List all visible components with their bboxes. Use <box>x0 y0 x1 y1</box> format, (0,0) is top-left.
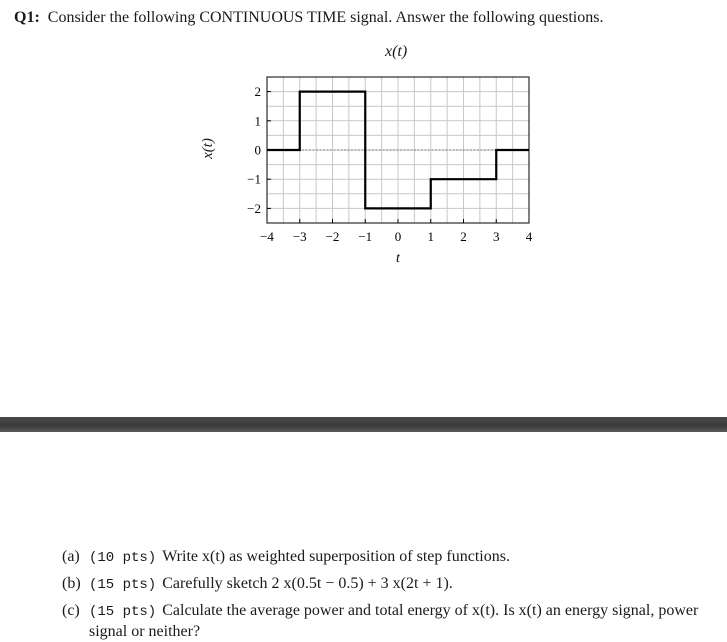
x-tick-label: 4 <box>525 229 533 244</box>
question-text: Consider the following CONTINUOUS TIME signal. Answer the following questions. <box>47 9 604 26</box>
chart-title: x(t) <box>385 43 408 60</box>
part-b-label: (b) <box>62 575 81 592</box>
part-a-label: (a) <box>62 548 80 565</box>
y-tick-label: −2 <box>247 200 261 216</box>
chart-x-axis-label: t <box>396 251 400 266</box>
part-c-label: (c) <box>62 602 80 619</box>
x-tick-label: −3 <box>292 229 307 244</box>
signal-chart <box>230 60 550 270</box>
y-tick-label: 1 <box>254 113 261 129</box>
chart-ticks <box>247 84 533 244</box>
question-parts <box>62 544 712 642</box>
part-c-text: Calculate the average power and total energy of x(t). Is x(t) an energy signal, power signal or neither? <box>89 602 699 640</box>
x-tick-label: 3 <box>493 229 500 244</box>
x-tick-label: −2 <box>325 229 340 244</box>
y-tick-label: −1 <box>247 171 261 187</box>
part-a-points: (10 pts) <box>89 550 157 566</box>
part-a <box>62 544 712 571</box>
part-a-text: Write x(t) as weighted superposition of step functions. <box>162 548 510 565</box>
y-tick-label: 0 <box>254 142 261 158</box>
x-tick-label: 1 <box>427 229 434 244</box>
part-b-text: Carefully sketch 2 x(0.5t − 0.5) + 3 x(2t + 1). <box>162 575 453 592</box>
question-heading <box>14 9 603 27</box>
part-b-points: (15 pts) <box>89 577 157 593</box>
page-separator-bar <box>0 417 727 432</box>
x-tick-label: 2 <box>460 229 467 244</box>
part-c-points: (15 pts) <box>89 604 157 620</box>
y-tick-label: 2 <box>254 84 261 100</box>
question-label: Q1: <box>14 9 40 26</box>
x-tick-label: −1 <box>358 229 373 244</box>
part-c <box>62 601 712 642</box>
part-b <box>62 571 712 598</box>
x-tick-label: −4 <box>260 229 274 244</box>
chart-y-axis-label: x(t) <box>199 138 216 159</box>
x-tick-label: 0 <box>394 229 402 244</box>
